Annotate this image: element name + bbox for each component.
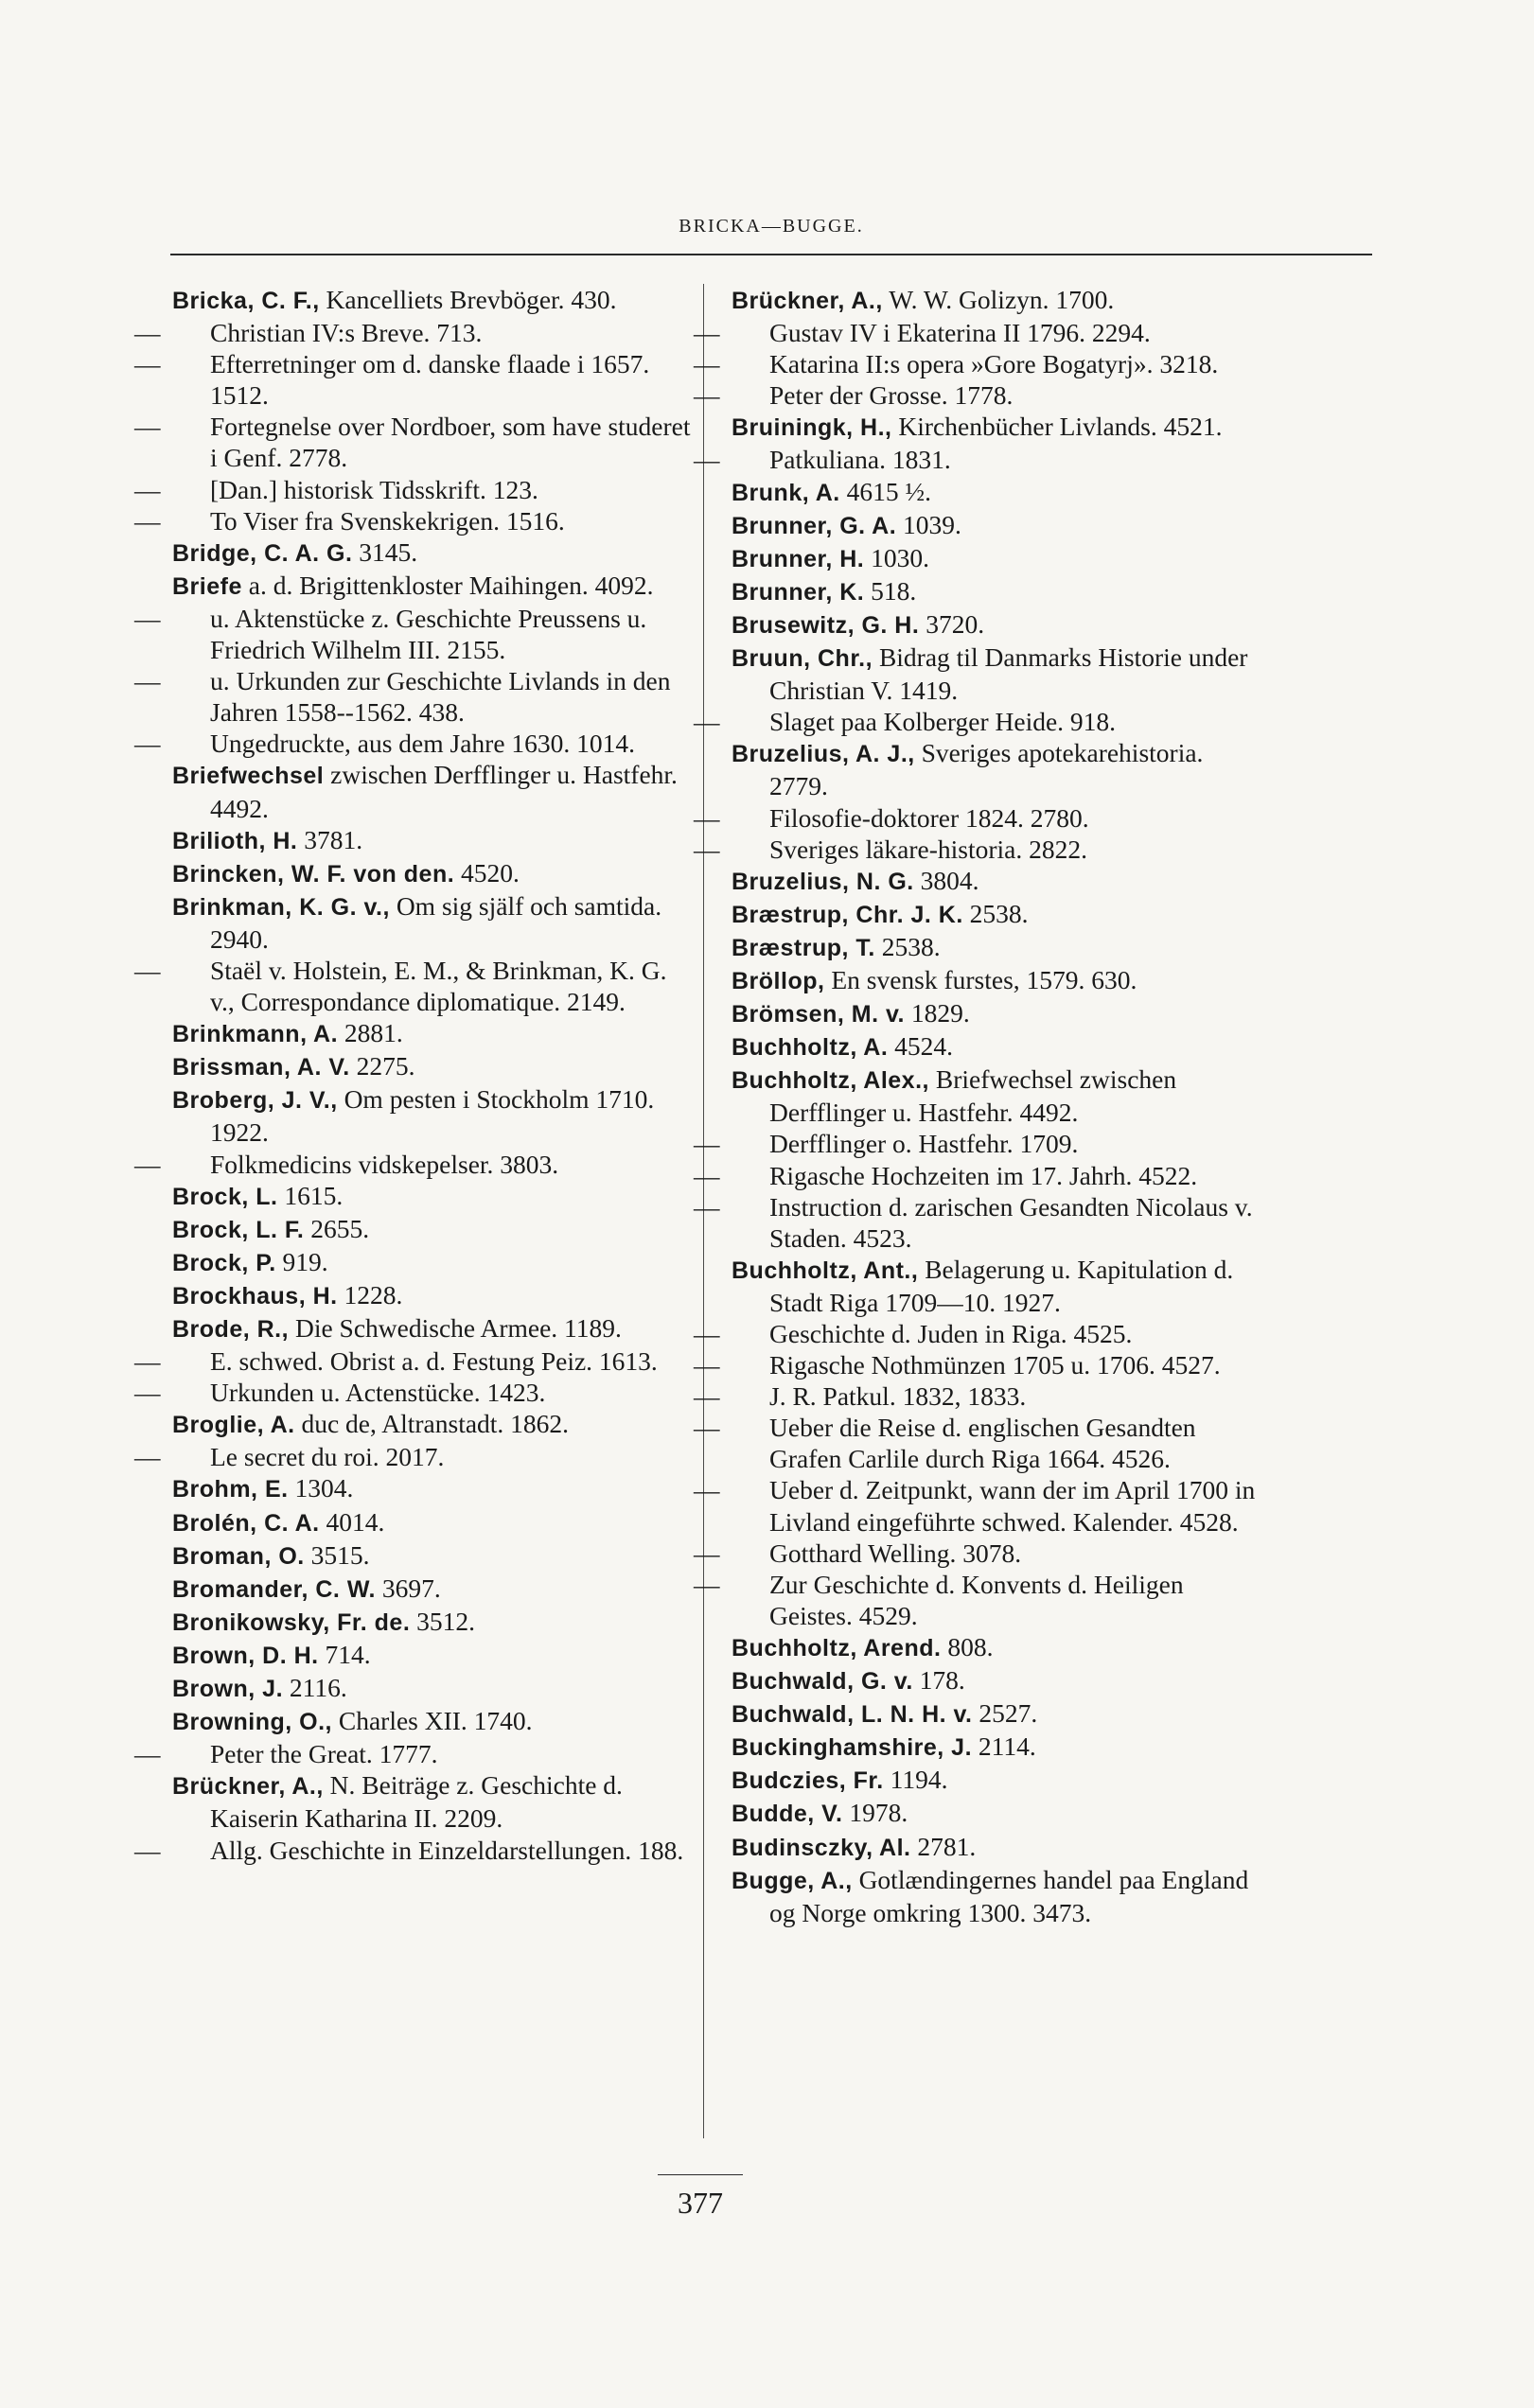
index-entry bbox=[134, 1377, 697, 1408]
continuation-dash: — bbox=[694, 1475, 720, 1505]
entry-name: Brock, L. bbox=[172, 1183, 278, 1210]
index-entry bbox=[172, 1050, 697, 1083]
entry-name: Brolén, C. A. bbox=[172, 1509, 320, 1537]
entry-text: En svensk furstes, 1579. 630. bbox=[831, 964, 1137, 994]
index-entry bbox=[732, 1764, 1257, 1797]
entry-text: 3512. bbox=[416, 1606, 476, 1636]
entry-name: Budinsczky, Al. bbox=[732, 1834, 911, 1861]
entry-name: Buchholtz, Alex., bbox=[732, 1067, 929, 1095]
entry-text: 1615. bbox=[284, 1180, 344, 1210]
continuation-dash: — bbox=[694, 380, 720, 411]
index-entry bbox=[732, 931, 1257, 964]
entry-text: Staël v. Holstein, E. M., & Brinkman, K. G. v., Correspondance diplomatique. 2149. bbox=[210, 955, 667, 1017]
continuation-dash: — bbox=[694, 1381, 720, 1412]
entry-text: 2527. bbox=[979, 1698, 1038, 1729]
entry-text: 1039. bbox=[903, 509, 961, 539]
entry-text: Kirchenbücher Livlands. 4521. bbox=[898, 412, 1223, 442]
entry-name: Brock, P. bbox=[172, 1249, 276, 1276]
continuation-dash: — bbox=[134, 474, 161, 504]
index-entry bbox=[172, 1083, 697, 1148]
index-entry bbox=[694, 1318, 1257, 1349]
entry-text: Peter the Great. 1777. bbox=[210, 1739, 438, 1769]
entry-name: Bricka, C. F., bbox=[172, 288, 320, 314]
continuation-dash: — bbox=[694, 1160, 720, 1190]
index-entry bbox=[694, 444, 1257, 475]
entry-name: Brown, D. H. bbox=[172, 1642, 319, 1669]
entry-name: Buchwald, G. v. bbox=[732, 1668, 913, 1696]
continuation-dash: — bbox=[694, 707, 720, 737]
entry-text: 2275. bbox=[356, 1051, 415, 1081]
index-entry bbox=[172, 1573, 697, 1606]
entry-name: Buchholtz, Arend. bbox=[732, 1634, 942, 1661]
entry-name: Broglie, A. bbox=[172, 1412, 295, 1439]
entry-name: Bronikowsky, Fr. de. bbox=[172, 1608, 411, 1636]
entry-text: Katarina II:s opera »Gore Bogatyrj». 3218. bbox=[769, 349, 1219, 379]
entry-name: Briefwechsel bbox=[172, 763, 325, 790]
continuation-dash: — bbox=[694, 1191, 720, 1222]
entry-text: [Dan.] historisk Tidsskrift. 123. bbox=[210, 474, 538, 504]
continuation-dash: — bbox=[134, 349, 161, 379]
index-entry bbox=[732, 1254, 1257, 1318]
index-entry bbox=[172, 1639, 697, 1672]
continuation-dash: — bbox=[694, 318, 720, 348]
entry-name: Brode, R., bbox=[172, 1316, 290, 1343]
running-header: BRICKA—BUGGE. bbox=[679, 216, 864, 237]
index-entry bbox=[694, 1191, 1257, 1254]
entry-text: 808. bbox=[947, 1631, 994, 1661]
entry-text: Gotlændingernes handel paa England og Norge omkring 1300. 3473. bbox=[769, 1864, 1249, 1927]
entry-text: 2114. bbox=[978, 1731, 1036, 1762]
entry-text: Instruction d. zarischen Gesandten Nicolaus v. Staden. 4523. bbox=[769, 1191, 1253, 1253]
entry-name: Brückner, A., bbox=[732, 288, 883, 314]
index-entry bbox=[172, 1705, 697, 1738]
index-entry bbox=[732, 997, 1257, 1030]
entry-text: Gotthard Welling. 3078. bbox=[769, 1538, 1022, 1568]
index-entry bbox=[694, 1474, 1257, 1537]
index-entry bbox=[694, 317, 1257, 348]
index-entry bbox=[134, 1149, 697, 1180]
index-entry bbox=[172, 857, 697, 890]
entry-name: Bruzelius, N. G. bbox=[732, 868, 914, 895]
index-entry bbox=[172, 1180, 697, 1213]
continuation-dash: — bbox=[134, 1739, 161, 1769]
entry-name: Bröllop, bbox=[732, 967, 825, 994]
index-entry bbox=[134, 1441, 697, 1472]
index-entry bbox=[694, 802, 1257, 834]
entry-text: 1829. bbox=[910, 998, 970, 1028]
index-entry bbox=[172, 1539, 697, 1573]
continuation-dash: — bbox=[134, 1378, 161, 1408]
entry-name: Brockhaus, H. bbox=[172, 1282, 338, 1309]
continuation-dash: — bbox=[134, 729, 161, 759]
continuation-dash: — bbox=[694, 802, 720, 833]
index-entry bbox=[732, 284, 1257, 317]
entry-text: Bidrag til Danmarks Historie under Christian V. 1419. bbox=[769, 642, 1248, 706]
entry-text: Patkuliana. 1831. bbox=[769, 445, 951, 475]
entry-name: Broberg, J. V., bbox=[172, 1087, 338, 1115]
entry-name: Budde, V. bbox=[732, 1801, 843, 1828]
index-entry bbox=[134, 955, 697, 1017]
index-entry bbox=[732, 964, 1257, 997]
entry-text: 714. bbox=[325, 1639, 371, 1669]
index-entry bbox=[172, 1213, 697, 1246]
entry-text: 4520. bbox=[461, 857, 520, 888]
entry-text: 1304. bbox=[294, 1473, 354, 1503]
entry-text: Charles XII. 1740. bbox=[338, 1706, 533, 1736]
entry-text: Om pesten i Stockholm 1710. 1922. bbox=[210, 1084, 655, 1148]
index-entry bbox=[172, 890, 697, 955]
index-entry bbox=[694, 1380, 1257, 1412]
continuation-dash: — bbox=[694, 1350, 720, 1380]
entry-name: Bromander, C. W. bbox=[172, 1575, 376, 1603]
entry-text: Om sig själf och samtida. 2940. bbox=[210, 890, 662, 954]
entry-name: Brusewitz, G. H. bbox=[732, 611, 920, 639]
entry-text: 2538. bbox=[969, 898, 1029, 928]
entry-text: Geschichte d. Juden in Riga. 4525. bbox=[769, 1319, 1133, 1348]
continuation-dash: — bbox=[694, 1319, 720, 1348]
entry-text: Belagerung u. Kapitulation d. Stadt Riga 1709—10. 1927. bbox=[769, 1254, 1234, 1317]
index-entry bbox=[694, 706, 1257, 737]
continuation-dash: — bbox=[134, 666, 161, 696]
entry-name: Browning, O., bbox=[172, 1709, 332, 1736]
index-entry bbox=[694, 1160, 1257, 1191]
entry-text: zwischen Derfflinger u. Hastfehr. 4492. bbox=[210, 760, 678, 823]
index-entry bbox=[134, 474, 697, 505]
entry-text: 3697. bbox=[381, 1573, 441, 1603]
index-entry bbox=[134, 1835, 697, 1866]
entry-text: 3145. bbox=[359, 536, 418, 567]
index-entry bbox=[732, 1631, 1257, 1664]
entry-text: Urkunden u. Actenstücke. 1423. bbox=[210, 1378, 546, 1408]
entry-text: 4014. bbox=[326, 1506, 385, 1537]
entry-text: u. Urkunden zur Geschichte Livlands in den Jahren 1558--1562. 438. bbox=[210, 666, 671, 728]
index-entry bbox=[172, 1472, 697, 1505]
entry-name: Buchholtz, Ant., bbox=[732, 1257, 919, 1284]
entry-name: Brunner, G. A. bbox=[732, 512, 897, 539]
entry-text: 2538. bbox=[881, 931, 941, 961]
entry-text: Allg. Geschichte in Einzeldarstellungen. 188. bbox=[210, 1835, 684, 1865]
index-entry bbox=[172, 1672, 697, 1705]
entry-text: 1228. bbox=[344, 1279, 403, 1309]
entry-text: Ungedruckte, aus dem Jahre 1630. 1014. bbox=[210, 729, 636, 759]
index-entry bbox=[732, 608, 1257, 642]
index-entry bbox=[172, 1506, 697, 1539]
entry-text: Efterretninger om d. danske flaade i 1657. 1512. bbox=[210, 349, 650, 411]
index-entry bbox=[134, 665, 697, 728]
entry-name: Budczies, Fr. bbox=[732, 1767, 884, 1795]
page-number-rule bbox=[658, 2174, 743, 2175]
entry-name: Brincken, W. F. von den. bbox=[172, 860, 455, 888]
entry-text: 3781. bbox=[304, 824, 363, 854]
index-entry bbox=[694, 1569, 1257, 1631]
continuation-dash: — bbox=[134, 1835, 161, 1865]
continuation-dash: — bbox=[134, 505, 161, 536]
entry-name: Brunner, H. bbox=[732, 545, 865, 572]
entry-text: Die Schwedische Armee. 1189. bbox=[294, 1313, 622, 1343]
index-entry bbox=[172, 1279, 697, 1312]
index-entry bbox=[694, 1128, 1257, 1159]
index-entry bbox=[694, 379, 1257, 411]
index-entry bbox=[732, 1063, 1257, 1128]
entry-text: 2881. bbox=[344, 1018, 403, 1048]
index-entry bbox=[134, 505, 697, 536]
index-entry bbox=[732, 1797, 1257, 1830]
entry-name: Bræstrup, T. bbox=[732, 934, 875, 961]
entry-text: Rigasche Hochzeiten im 17. Jahrh. 4522. bbox=[769, 1160, 1198, 1190]
index-entry bbox=[732, 509, 1257, 542]
index-entry bbox=[134, 411, 697, 473]
entry-text: Zur Geschichte d. Konvents d. Heiligen Geistes. 4529. bbox=[769, 1569, 1184, 1630]
entry-name: Brohm, E. bbox=[172, 1476, 289, 1503]
index-entry bbox=[172, 1408, 697, 1441]
index-entry bbox=[732, 1697, 1257, 1731]
entry-text: Derfflinger o. Hastfehr. 1709. bbox=[769, 1129, 1079, 1159]
entry-text: 4615 ½. bbox=[846, 476, 931, 506]
index-entry bbox=[732, 1664, 1257, 1697]
index-entry bbox=[732, 1030, 1257, 1063]
entry-text: Ueber d. Zeitpunkt, wann der im April 1700 in Livland eingeführte schwed. Kalender. 4528. bbox=[769, 1475, 1256, 1537]
index-entry bbox=[134, 317, 697, 348]
index-entry bbox=[134, 603, 697, 665]
index-entry bbox=[172, 1606, 697, 1639]
entry-text: Fortegnelse over Nordboer, som have studeret i Genf. 2778. bbox=[210, 412, 691, 473]
entry-name: Buchwald, L. N. H. v. bbox=[732, 1701, 973, 1729]
index-entry bbox=[172, 536, 697, 570]
index-entry bbox=[694, 1412, 1257, 1474]
index-entry bbox=[732, 737, 1257, 801]
continuation-dash: — bbox=[694, 834, 720, 864]
entry-name: Brock, L. F. bbox=[172, 1216, 305, 1243]
entry-name: Broman, O. bbox=[172, 1542, 305, 1570]
entry-text: Sveriges läkare-historia. 2822. bbox=[769, 834, 1088, 864]
entry-text: 1194. bbox=[890, 1765, 948, 1795]
entry-name: Bruiningk, H., bbox=[732, 414, 892, 442]
entry-name: Bræstrup, Chr. J. K. bbox=[732, 901, 963, 928]
index-entry bbox=[172, 1017, 697, 1050]
entry-text: u. Aktenstücke z. Geschichte Preussens u. Friedrich Wilhelm III. 2155. bbox=[210, 603, 647, 665]
entry-name: Brilioth, H. bbox=[172, 827, 298, 854]
entry-text: Christian IV:s Breve. 713. bbox=[210, 318, 483, 348]
entry-name: Buchholtz, A. bbox=[732, 1034, 889, 1062]
page-number: 377 bbox=[678, 2186, 723, 2220]
entry-text: Ueber die Reise d. englischen Gesandten Grafen Carlile durch Riga 1664. 4526. bbox=[769, 1413, 1196, 1474]
index-entry bbox=[732, 542, 1257, 575]
continuation-dash: — bbox=[694, 445, 720, 475]
entry-text: 178. bbox=[919, 1665, 965, 1696]
index-entry bbox=[694, 1349, 1257, 1380]
entry-text: Peter der Grosse. 1778. bbox=[769, 380, 1014, 411]
index-entry bbox=[732, 1731, 1257, 1764]
continuation-dash: — bbox=[134, 1442, 161, 1472]
entry-text: To Viser fra Svenskekrigen. 1516. bbox=[210, 505, 565, 536]
index-entry bbox=[172, 1312, 697, 1345]
entry-text: duc de, Altranstadt. 1862. bbox=[301, 1409, 570, 1439]
entry-text: Sveriges apotekarehistoria. 2779. bbox=[769, 738, 1204, 801]
entry-name: Brückner, A., bbox=[172, 1773, 324, 1801]
entry-name: Buckinghamshire, J. bbox=[732, 1734, 973, 1762]
index-entry bbox=[694, 1538, 1257, 1569]
index-entry bbox=[134, 728, 697, 759]
entry-text: J. R. Patkul. 1832, 1833. bbox=[769, 1381, 1027, 1412]
entry-text: a. d. Brigittenkloster Maihingen. 4092. bbox=[248, 570, 654, 600]
entry-text: Le secret du roi. 2017. bbox=[210, 1442, 445, 1472]
entry-name: Brunner, K. bbox=[732, 578, 865, 606]
index-entry bbox=[732, 898, 1257, 931]
entry-name: Brömsen, M. v. bbox=[732, 1001, 905, 1028]
entry-text: N. Beiträge z. Geschichte d. Kaiserin Katharina II. 2209. bbox=[210, 1770, 623, 1834]
index-entry bbox=[732, 575, 1257, 608]
entry-text: Slaget paa Kolberger Heide. 918. bbox=[769, 707, 1117, 737]
entry-text: 4524. bbox=[894, 1031, 954, 1062]
entry-text: 2116. bbox=[289, 1673, 347, 1703]
continuation-dash: — bbox=[134, 955, 161, 985]
continuation-dash: — bbox=[694, 349, 720, 379]
continuation-dash: — bbox=[134, 412, 161, 442]
entry-name: Bugge, A., bbox=[732, 1867, 853, 1894]
entry-text: Briefwechsel zwischen Derfflinger u. Hastfehr. 4492. bbox=[769, 1064, 1177, 1128]
index-entry bbox=[732, 642, 1257, 706]
index-entry bbox=[172, 759, 697, 823]
continuation-dash: — bbox=[694, 1413, 720, 1443]
entry-name: Brinkman, K. G. v., bbox=[172, 893, 390, 921]
entry-text: 2781. bbox=[917, 1831, 977, 1861]
continuation-dash: — bbox=[134, 1346, 161, 1377]
index-entry bbox=[732, 865, 1257, 898]
index-entry bbox=[134, 348, 697, 411]
entry-text: 3804. bbox=[920, 865, 979, 895]
entry-text: 3720. bbox=[926, 608, 985, 639]
entry-text: 1978. bbox=[849, 1798, 908, 1828]
entry-text: 3515. bbox=[310, 1539, 370, 1570]
continuation-dash: — bbox=[694, 1538, 720, 1568]
entry-text: Gustav IV i Ekaterina II 1796. 2294. bbox=[769, 318, 1151, 348]
entry-text: Kancelliets Brevböger. 430. bbox=[326, 285, 617, 314]
entry-name: Bridge, C. A. G. bbox=[172, 539, 353, 567]
entry-text: 518. bbox=[871, 575, 917, 606]
entry-name: Brissman, A. V. bbox=[172, 1054, 350, 1081]
right-column bbox=[694, 284, 1257, 1928]
entry-text: E. schwed. Obrist a. d. Festung Peiz. 1613. bbox=[210, 1346, 658, 1377]
entry-text: W. W. Golizyn. 1700. bbox=[889, 285, 1115, 314]
entry-name: Briefe bbox=[172, 572, 242, 600]
entry-text: 1030. bbox=[871, 542, 929, 572]
entry-text: Rigasche Nothmünzen 1705 u. 1706. 4527. bbox=[769, 1350, 1221, 1380]
index-entry bbox=[732, 476, 1257, 509]
index-entry bbox=[172, 284, 697, 317]
index-entry bbox=[134, 1345, 697, 1377]
index-entry bbox=[172, 824, 697, 857]
index-entry bbox=[134, 1738, 697, 1769]
index-entry bbox=[172, 570, 697, 603]
continuation-dash: — bbox=[134, 1149, 161, 1179]
entry-text: 919. bbox=[282, 1246, 328, 1276]
continuation-dash: — bbox=[694, 1129, 720, 1159]
entry-name: Brunk, A. bbox=[732, 479, 840, 506]
entry-text: Folkmedicins vidskepelser. 3803. bbox=[210, 1149, 559, 1179]
index-entry bbox=[694, 348, 1257, 379]
continuation-dash: — bbox=[134, 318, 161, 348]
index-entry bbox=[172, 1246, 697, 1279]
index-entry bbox=[732, 1864, 1257, 1928]
entry-text: Filosofie-doktorer 1824. 2780. bbox=[769, 802, 1089, 833]
entry-name: Brown, J. bbox=[172, 1676, 284, 1703]
index-entry bbox=[694, 834, 1257, 865]
entry-name: Bruzelius, A. J., bbox=[732, 741, 915, 768]
continuation-dash: — bbox=[134, 603, 161, 633]
continuation-dash: — bbox=[694, 1569, 720, 1599]
index-entry bbox=[732, 411, 1257, 444]
left-column bbox=[134, 284, 697, 1866]
index-entry bbox=[732, 1831, 1257, 1864]
header-rule bbox=[170, 254, 1372, 255]
entry-name: Brinkmann, A. bbox=[172, 1021, 339, 1048]
index-entry bbox=[172, 1769, 697, 1834]
entry-name: Bruun, Chr., bbox=[732, 645, 873, 673]
entry-text: 2655. bbox=[310, 1213, 370, 1243]
